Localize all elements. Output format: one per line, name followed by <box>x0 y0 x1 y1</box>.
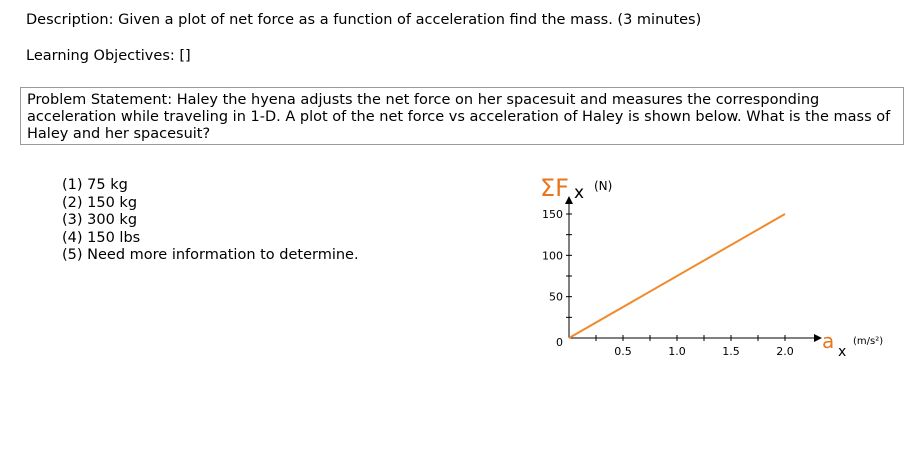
description-label: Description: <box>26 12 114 28</box>
x-tick-label: 2.0 <box>776 345 794 358</box>
choice-5: (5) Need more information to determine. <box>62 247 359 263</box>
x-tick-label: 1.5 <box>722 345 740 358</box>
y-axis-symbol: ΣF <box>540 174 569 202</box>
x-axis-subscript: x <box>838 344 847 360</box>
x-tick-label: 1.0 <box>668 345 686 358</box>
plot-area <box>542 200 818 358</box>
y-tick-label: 100 <box>542 249 563 263</box>
choice-2: (2) 150 kg <box>62 194 138 211</box>
choice-3: (3) 300 kg <box>62 212 138 228</box>
choice-1: (1) 75 kg <box>62 177 128 193</box>
problem-label: Problem Statement: <box>27 92 173 108</box>
description-text: Given a plot of net force as a function of acceleration find the mass. (3 minutes) <box>118 12 702 28</box>
learning-objectives-text: [] <box>179 48 191 64</box>
learning-objectives-label: Learning Objectives: <box>26 48 175 64</box>
series-line <box>569 214 785 338</box>
x-axis-unit: (m/s²) <box>853 336 884 347</box>
x-tick-label: 0.5 <box>614 345 632 358</box>
x-axis-symbol: a <box>822 329 835 353</box>
problem-text: Haley the hyena adjusts the net force on her spacesuit and measures the corresponding acceleration while traveling in 1-D. A plot of the net force vs acceleration of Haley is shown below. What is the mass of Haley and her spacesuit? <box>27 92 891 142</box>
y-axis-subscript: x <box>574 183 585 203</box>
y-axis-unit: (N) <box>594 179 613 193</box>
y-tick-label: 150 <box>542 208 563 221</box>
choice-4: (4) 150 lbs <box>62 229 141 246</box>
origin-label: 0 <box>556 336 563 349</box>
y-tick-label: 50 <box>549 290 563 304</box>
